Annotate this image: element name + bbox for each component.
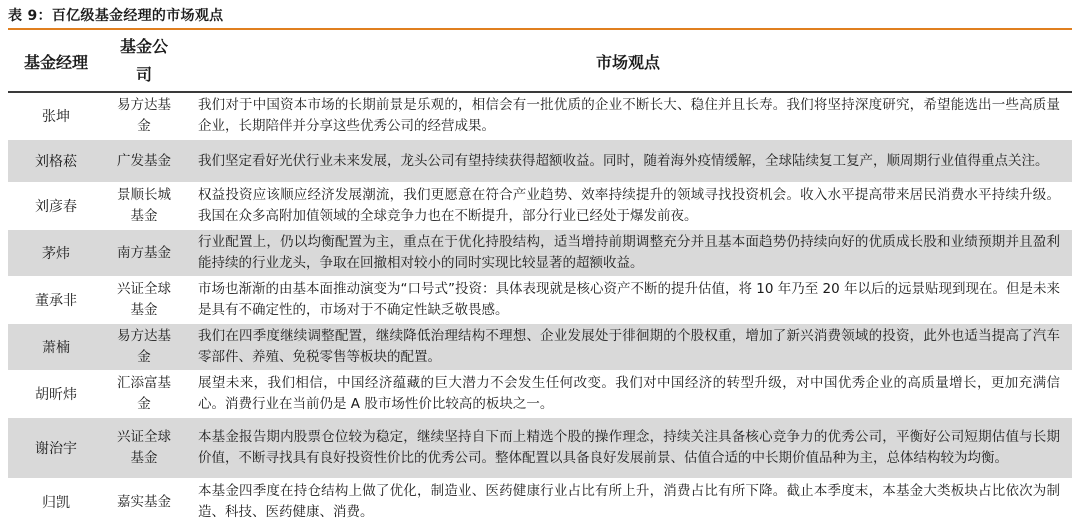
header-fund: 基金公司 [114, 33, 174, 89]
fund-company: 易方达基金 [115, 95, 173, 137]
fund-company-cell [104, 92, 184, 140]
market-view: 展望未来，我们相信，中国经济蕴藏的巨大潜力不会发生任何改变。我们对中国经济的转型升级，对中国优秀企业的高质量增长，更加充满信心。消费行业在当前仍是 A 股市场性价比较高的板块之一。 [184, 371, 1072, 418]
table-row [8, 324, 1072, 371]
fund-company: 广发基金 [115, 151, 173, 172]
manager-name: 刘格菘 [8, 140, 104, 183]
table-row [8, 183, 1072, 230]
manager-name: 刘彦春 [8, 183, 104, 230]
fund-company-cell [104, 277, 184, 324]
manager-name: 张坤 [8, 92, 104, 140]
header-fund-cell [104, 31, 184, 92]
caption-rule [8, 28, 1072, 30]
fund-company-cell [104, 371, 184, 418]
table-row [8, 92, 1072, 140]
market-view: 我们坚定看好光伏行业未来发展，龙头公司有望持续获得超额收益。同时，随着海外疫情缓解，全球陆续复工复产，顺周期行业值得重点关注。 [184, 140, 1072, 183]
table-row [8, 277, 1072, 324]
fund-company-cell [104, 418, 184, 479]
fund-company-cell [104, 230, 184, 277]
market-view: 权益投资应该顺应经济发展潮流，我们更愿意在符合产业趋势、效率持续提升的领域寻找投资机会。收入水平提高带来居民消费水平持续升级。我国在众多高附加值领域的全球竞争力也在不断提升，部分行业已经处于爆发前夜。 [184, 183, 1072, 230]
table-row [8, 479, 1072, 525]
manager-name: 茅炜 [8, 230, 104, 277]
market-view: 我们对于中国资本市场的长期前景是乐观的，相信会有一批优质的企业不断长大、稳住并且长寿。我们将坚持深度研究，希望能选出一些高质量企业，长期陪伴并分享这些优秀公司的经营成果。 [184, 92, 1072, 140]
manager-name: 萧楠 [8, 324, 104, 371]
table-row [8, 230, 1072, 277]
fund-company-cell [104, 324, 184, 371]
table-caption: 表 9：百亿级基金经理的市场观点 [8, 5, 223, 25]
manager-name: 董承非 [8, 277, 104, 324]
table-header-row [8, 31, 1072, 92]
fund-company: 景顺长城基金 [115, 185, 173, 227]
fund-company: 嘉实基金 [115, 492, 173, 513]
market-views-table [8, 31, 1072, 525]
fund-company: 南方基金 [115, 243, 173, 264]
manager-name: 胡昕炜 [8, 371, 104, 418]
table-row [8, 418, 1072, 479]
market-view: 我们在四季度继续调整配置，继续降低治理结构不理想、企业发展处于徘徊期的个股权重，增加了新兴消费领域的投资，此外也适当提高了汽车零部件、养殖、免税零售等板块的配置。 [184, 324, 1072, 371]
market-view: 本基金四季度在持仓结构上做了优化，制造业、医药健康行业占比有所上升，消费占比有所下降。截止本季度末，本基金大类板块占比依次为制造、科技、医药健康、消费。 [184, 479, 1072, 525]
header-manager: 基金经理 [8, 31, 104, 92]
market-view: 市场也渐渐的由基本面推动演变为“口号式”投资：具体表现就是核心资产不断的提升估值，将 10 年乃至 20 年以后的远景贴现到现在。但是未来是具有不确定性的，市场对于不确定性缺乏敬畏感。 [184, 277, 1072, 324]
fund-company: 兴证全球基金 [115, 427, 173, 469]
market-view: 本基金报告期内股票仓位较为稳定，继续坚持自下而上精选个股的操作理念，持续关注具备核心竞争力的优秀公司，平衡好公司短期估值与长期价值，不断寻找具有良好投资性价比的优秀公司。整体配置以具备良好发展前景、估值合适的中长期价值品种为主，总体结构较为均衡。 [184, 418, 1072, 479]
header-view: 市场观点 [184, 31, 1072, 92]
fund-company-cell [104, 183, 184, 230]
market-view: 行业配置上，仍以均衡配置为主，重点在于优化持股结构，适当增持前期调整充分并且基本面趋势仍持续向好的优质成长股和业绩预期并且盈利能持续的行业龙头，争取在回撤相对较小的同时实现比较显著的超额收益。 [184, 230, 1072, 277]
fund-company: 汇添富基金 [115, 373, 173, 415]
table-row [8, 140, 1072, 183]
fund-company-cell [104, 479, 184, 525]
fund-company-cell [104, 140, 184, 183]
fund-company: 易方达基金 [115, 326, 173, 368]
fund-company: 兴证全球基金 [115, 279, 173, 321]
table-row [8, 371, 1072, 418]
manager-name: 归凯 [8, 479, 104, 525]
manager-name: 谢治宇 [8, 418, 104, 479]
